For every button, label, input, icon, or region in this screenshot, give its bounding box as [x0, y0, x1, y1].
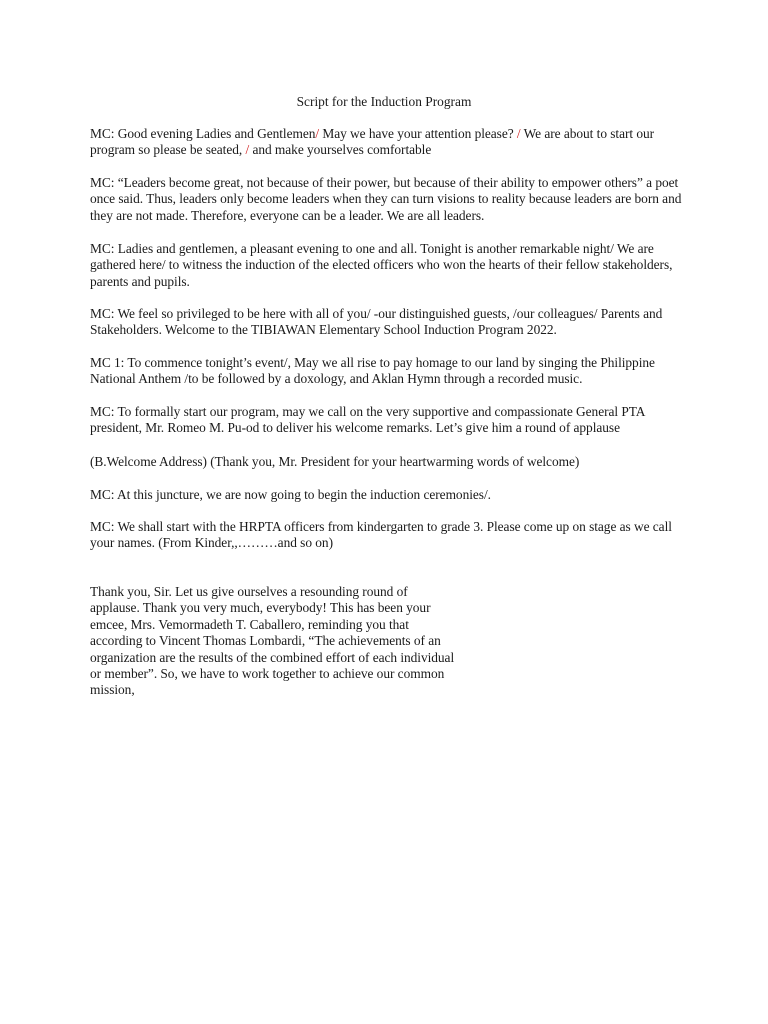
paragraph-welcome-address: (B.Welcome Address) (Thank you, Mr. President for your heartwarming words of welcome) [90, 454, 580, 469]
paragraph-hrpta-officers: MC: We shall start with the HRPTA officers from kindergarten to grade 3. Please come up on stage as we call your names. (From Kinder,,………and so on) [90, 519, 672, 551]
paragraph-opening-part: and make yourselves comfortable [249, 142, 432, 158]
red-slash-mark: / [245, 142, 250, 158]
paragraph-anthem: MC 1: To commence tonight’s event/, May we all rise to pay homage to our land by singing the Philippine National Anthem /to be followed by a doxology, and Aklan Hymn through a recorded music. [90, 355, 655, 387]
red-slash-mark: / [516, 126, 521, 141]
paragraph-welcome: MC: Ladies and gentlemen, a pleasant evening to one and all. Tonight is another remarkable night/ We are gathered here/ to witness the induction of the elected officers who won the hearts of their fellow stakeholders, parents and pupils. [90, 241, 673, 289]
paragraph-privileged: MC: We feel so privileged to be here with all of you/ -our distinguished guests, /our colleagues/ Parents and Stakeholders. Welcome to the TIBIAWAN Elementary School Induction Program 2022. [90, 306, 663, 338]
paragraph-opening [90, 126, 690, 159]
paragraph-closing: Thank you, Sir. Let us give ourselves a resounding round of applause. Thank you very much, everybody! This has been your emcee, Mrs. Vemormadeth T. Caballero, reminding you that according to Vincent Thomas Lombardi, “The achievements of an organization are the results of the combined effort of each individual or member”. So, we have to work together to achieve our common mission, [90, 584, 455, 698]
red-slash-mark: / [315, 126, 320, 141]
paragraph-opening-part: May we have your attention please? [319, 126, 517, 141]
document-title: Script for the Induction Program [296, 94, 472, 109]
paragraph-opening-part: MC: Good evening Ladies and Gentlemen [90, 126, 316, 141]
paragraph-opening-part: We are about to start our program so please be seated, [90, 126, 655, 158]
paragraph-induction-begin: MC: At this juncture, we are now going to begin the induction ceremonies/. [90, 487, 491, 502]
paragraph-pta-president: MC: To formally start our program, may we call on the very supportive and compassionate General PTA president, Mr. Romeo M. Pu-od to deliver his welcome remarks. Let’s give him a round of applause [90, 404, 645, 436]
paragraph-leaders-quote: MC: “Leaders become great, not because of their power, but because of their ability to empower others” a poet once said. Thus, leaders only become leaders when they can turn visions to reality because leaders are born and they are not made. Therefore, everyone can be a leader. We are all leaders. [90, 175, 682, 223]
